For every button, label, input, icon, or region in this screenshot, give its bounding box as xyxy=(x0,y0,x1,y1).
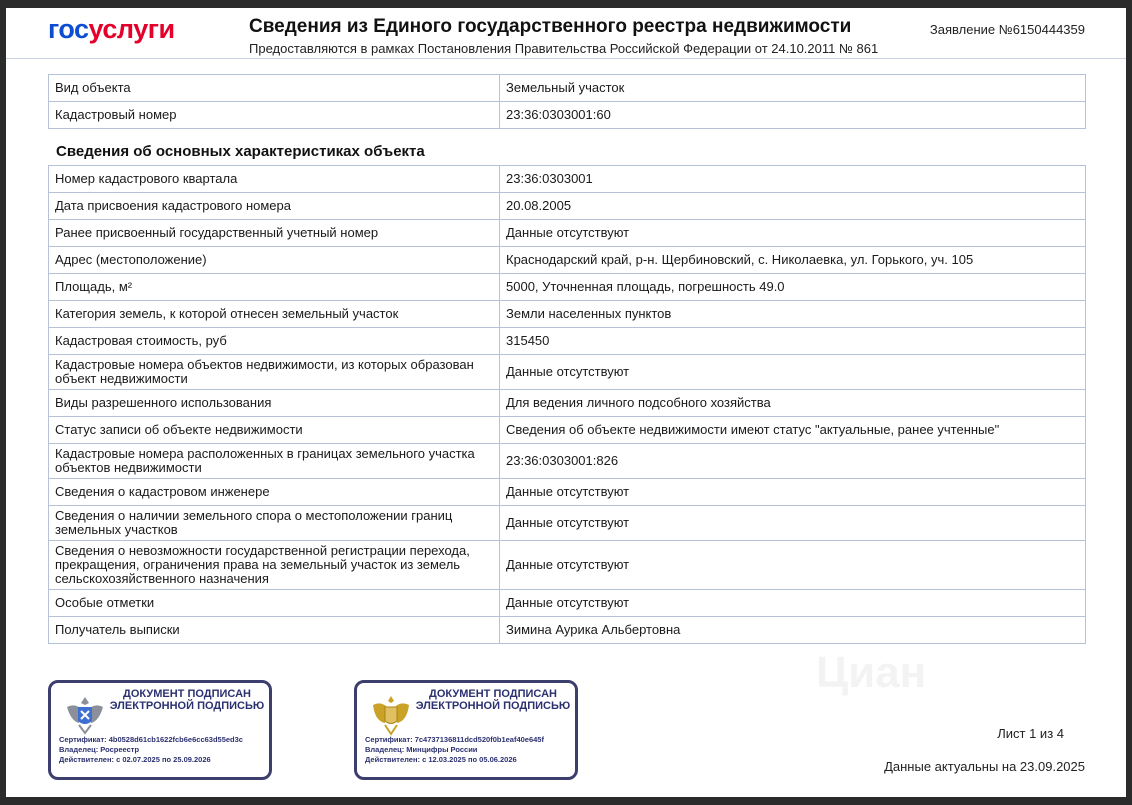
row-value: Данные отсутствуют xyxy=(500,590,1086,617)
row-value: 5000, Уточненная площадь, погрешность 49.0 xyxy=(500,274,1086,301)
table-row xyxy=(49,247,1086,274)
table-row xyxy=(49,541,1086,590)
row-value: Данные отсутствуют xyxy=(500,220,1086,247)
table-row xyxy=(49,193,1086,220)
russia-coat-of-arms-icon xyxy=(369,693,413,737)
row-label: Площадь, м² xyxy=(49,274,500,301)
table-row xyxy=(49,417,1086,444)
row-label: Сведения о невозможности государственной регистрации перехода, прекращения, ограничения права на земельный участок из земель сельскохозяйственного назначения xyxy=(49,541,500,590)
row-value: 20.08.2005 xyxy=(500,193,1086,220)
document-page xyxy=(6,8,1126,797)
rosreestr-eagle-icon xyxy=(63,693,107,737)
row-label: Ранее присвоенный государственный учетный номер xyxy=(49,220,500,247)
section-title: Сведения об основных характеристиках объекта xyxy=(56,143,425,160)
stamp-owner: Владелец: Минцифры России xyxy=(365,745,478,754)
row-value: Данные отсутствуют xyxy=(500,479,1086,506)
row-label: Сведения о кадастровом инженере xyxy=(49,479,500,506)
row-value: Сведения об объекте недвижимости имеют статус "актуальные, ранее учтенные" xyxy=(500,417,1086,444)
row-value: 23:36:0303001 xyxy=(500,166,1086,193)
table-row xyxy=(49,102,1086,129)
row-label: Кадастровая стоимость, руб xyxy=(49,328,500,355)
row-label: Кадастровые номера объектов недвижимости, из которых образован объект недвижимости xyxy=(49,355,500,390)
stamp-heading: ДОКУМЕНТ ПОДПИСАН ЭЛЕКТРОННОЙ ПОДПИСЬЮ xyxy=(109,688,265,712)
row-label: Статус записи об объекте недвижимости xyxy=(49,417,500,444)
row-value: Зимина Аурика Альбертовна xyxy=(500,617,1086,644)
row-label: Вид объекта xyxy=(49,75,500,102)
document-header xyxy=(6,8,1126,59)
row-value: Данные отсутствуют xyxy=(500,355,1086,390)
stamp-valid: Действителен: с 02.07.2025 по 25.09.2026 xyxy=(59,755,211,764)
row-value: Данные отсутствуют xyxy=(500,541,1086,590)
stamp-valid: Действителен: с 12.03.2025 по 05.06.2026 xyxy=(365,755,517,764)
row-label: Адрес (местоположение) xyxy=(49,247,500,274)
table-row xyxy=(49,506,1086,541)
row-label: Категория земель, к которой отнесен земельный участок xyxy=(49,301,500,328)
row-value: Краснодарский край, р-н. Щербиновский, с. Николаевка, ул. Горького, уч. 105 xyxy=(500,247,1086,274)
stamp-certificate: Сертификат: 4b0528d61cb1622fcb6e6cc63d55ed3c xyxy=(59,735,243,744)
table-row xyxy=(49,274,1086,301)
table-row xyxy=(49,617,1086,644)
table-row xyxy=(49,301,1086,328)
row-value: Данные отсутствуют xyxy=(500,506,1086,541)
row-value: Земли населенных пунктов xyxy=(500,301,1086,328)
data-actual-date: Данные актуальны на 23.09.2025 xyxy=(884,759,1085,774)
table-row xyxy=(49,166,1086,193)
table-row xyxy=(49,390,1086,417)
row-label: Дата присвоения кадастрового номера xyxy=(49,193,500,220)
table-row xyxy=(49,355,1086,390)
table-row xyxy=(49,75,1086,102)
document-subtitle: Предоставляются в рамках Постановления Правительства Российской Федерации от 24.10.2011 № 861 xyxy=(249,41,879,56)
stamp-details xyxy=(59,735,243,765)
application-number: Заявление №6150444359 xyxy=(929,22,1085,37)
cian-watermark: Циан xyxy=(816,648,927,697)
table-row xyxy=(49,590,1086,617)
characteristics-table xyxy=(48,165,1086,644)
row-value: 23:36:0303001:826 xyxy=(500,444,1086,479)
row-label: Получатель выписки xyxy=(49,617,500,644)
row-value: Для ведения личного подсобного хозяйства xyxy=(500,390,1086,417)
signature-stamp-mincifry xyxy=(354,680,578,780)
table-row xyxy=(49,328,1086,355)
document-title: Сведения из Единого государственного реестра недвижимости xyxy=(249,16,852,37)
row-label: Номер кадастрового квартала xyxy=(49,166,500,193)
row-label: Сведения о наличии земельного спора о местоположении границ земельных участков xyxy=(49,506,500,541)
table-row xyxy=(49,220,1086,247)
signature-stamp-rosreestr xyxy=(48,680,272,780)
logo-text-gos: гос xyxy=(48,14,89,44)
sheet-number: Лист 1 из 4 xyxy=(997,726,1064,741)
stamp-owner: Владелец: Росреестр xyxy=(59,745,140,754)
row-label: Кадастровый номер xyxy=(49,102,500,129)
row-label: Кадастровые номера расположенных в границах земельного участка объектов недвижимости xyxy=(49,444,500,479)
object-table xyxy=(48,74,1086,129)
table-row xyxy=(49,479,1086,506)
stamp-details xyxy=(365,735,544,765)
row-value: 315450 xyxy=(500,328,1086,355)
row-value: Земельный участок xyxy=(500,75,1086,102)
stamp-heading: ДОКУМЕНТ ПОДПИСАН ЭЛЕКТРОННОЙ ПОДПИСЬЮ xyxy=(415,688,571,712)
gosuslugi-logo xyxy=(48,14,175,45)
logo-text-uslugi: услуги xyxy=(88,14,175,44)
stamp-certificate: Сертификат: 7c4737136811dcd520f0b1eaf40e645f xyxy=(365,735,544,744)
row-label: Виды разрешенного использования xyxy=(49,390,500,417)
row-label: Особые отметки xyxy=(49,590,500,617)
row-value: 23:36:0303001:60 xyxy=(500,102,1086,129)
table-row xyxy=(49,444,1086,479)
